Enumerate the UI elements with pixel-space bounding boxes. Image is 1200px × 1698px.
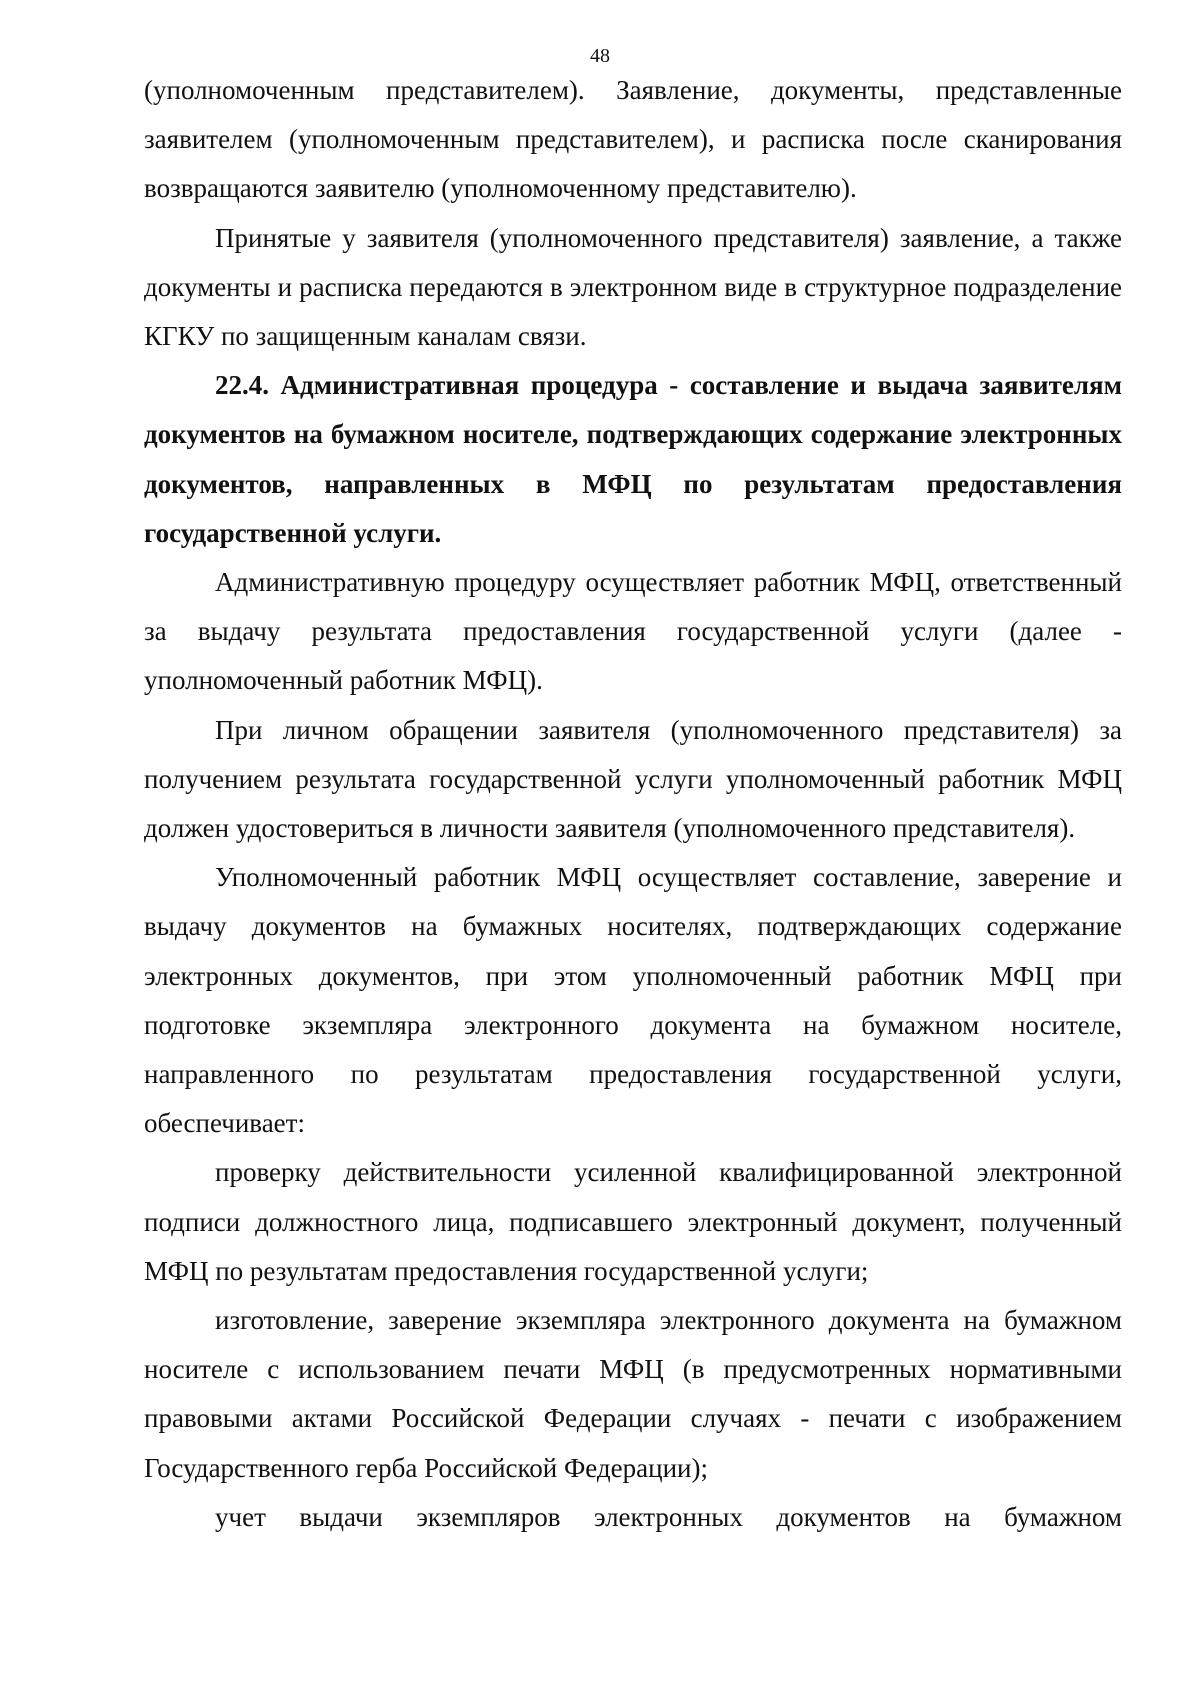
paragraph-transfer: Принятые у заявителя (уполномоченного представителя) заявление, а также документы и расписка передаются в электронном виде в структурное подразделение КГКУ по защищенным каналам связи. xyxy=(144,222,1122,352)
list-item-signature-check: проверку действительности усиленной квалифицированной электронной подписи должностного лица, подписавшего электронный документ, полученный МФЦ по результатам предоставления государственной услуги; xyxy=(144,1157,1122,1286)
paragraph-issuance-duties: Уполномоченный работник МФЦ осуществляет составление, заверение и выдачу документов на бумажных носителях, подтверждающих содержание электронных документов, при этом уполномоченный работник МФЦ при подготовке экземпляра электронного документа на бумажном носителе, направленного по результатам предоставления государственной услуги, обеспечивает: xyxy=(144,862,1122,1139)
section-heading-22-4: 22.4. Административная процедура - составление и выдача заявителям документов на бумажном носителе, подтверждающих содержание электронных документов, направленных в МФЦ по результатам предоставления государственной услуги. xyxy=(144,370,1122,548)
paragraph-continuation: (уполномоченным представителем). Заявление, документы, представленные заявителем (уполномоченным представителем), и расписка после сканирования возвращаются заявителю (уполномоченному представителю). xyxy=(144,75,1122,204)
page-number: 48 xyxy=(590,45,610,67)
list-item-issuance-accounting: учет выдачи экземпляров электронных документов на бумажном xyxy=(215,1501,1122,1532)
document-body xyxy=(144,66,1122,1542)
list-item-copy-certification: изготовление, заверение экземпляра электронного документа на бумажном носителе с использованием печати МФЦ (в предусмотренных нормативными правовыми актами Российской Федерации случаях - печати с изображением Государственного герба Российской Федерации); xyxy=(144,1305,1122,1483)
paragraph-identity-check: При личном обращении заявителя (уполномоченного представителя) за получением результата государственной услуги уполномоченный работник МФЦ должен удостовериться в личности заявителя (уполномоченного представителя). xyxy=(144,714,1122,844)
paragraph-procedure-executor: Административную процедуру осуществляет работник МФЦ, ответственный за выдачу результата предоставления государственной услуги (далее - уполномоченный работник МФЦ). xyxy=(144,567,1122,696)
